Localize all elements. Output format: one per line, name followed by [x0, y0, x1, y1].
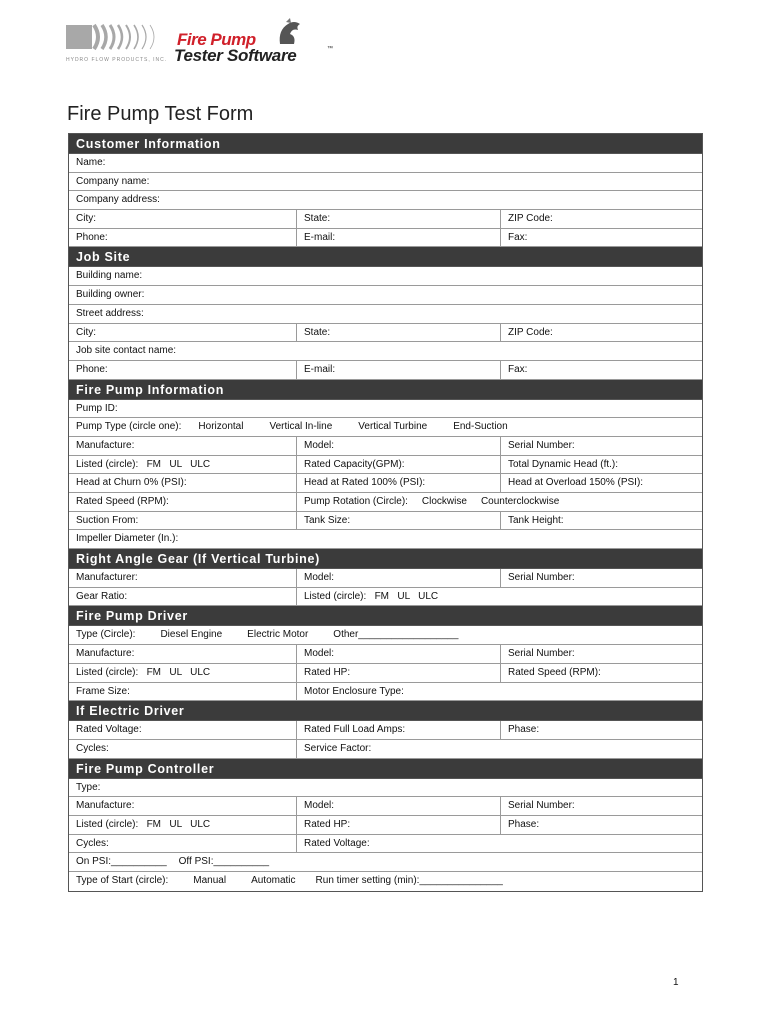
form-row [69, 474, 702, 493]
off-psi-field[interactable]: Off PSI:__________ [178, 856, 270, 868]
pump-rotation-label: Pump Rotation (Circle): [304, 496, 408, 507]
pump-serial-field[interactable]: Serial Number: [508, 439, 575, 451]
company-address-field[interactable]: Company address: [76, 194, 160, 206]
section-header-fire-pump: Fire Pump Information [69, 380, 702, 400]
driver-rated-speed-field[interactable]: Rated Speed (RPM): [508, 666, 601, 678]
driver-manufacture-field[interactable]: Manufacture: [69, 645, 297, 663]
section-header-gear: Right Angle Gear (If Vertical Turbine) [69, 549, 702, 569]
logo-line-1: Fire Pump [177, 30, 256, 49]
electric-phase-field[interactable]: Phase: [508, 724, 540, 736]
driver-type-label: Type (Circle): [76, 629, 136, 641]
hydro-flow-logo [66, 22, 166, 66]
full-load-amps-field[interactable]: Rated Full Load Amps: [297, 721, 501, 739]
page-number: 1 [673, 977, 679, 988]
form-row [69, 740, 702, 759]
rotation-option-clockwise[interactable]: Clockwise [421, 496, 467, 507]
form-row [69, 664, 702, 683]
pump-rotation-field [297, 493, 702, 511]
form-row [69, 872, 702, 891]
controller-cycles-field[interactable]: Cycles: [69, 835, 297, 853]
driver-model-field[interactable]: Model: [297, 645, 501, 663]
total-dynamic-head-field[interactable]: Total Dynamic Head (ft.): [508, 458, 619, 470]
job-contact-field[interactable]: Job site contact name: [76, 345, 177, 357]
head-overload-field[interactable]: Head at Overload 150% (PSI): [508, 477, 644, 489]
tank-height-field[interactable]: Tank Height: [508, 514, 564, 526]
head-rated-field[interactable]: Head at Rated 100% (PSI): [297, 474, 501, 492]
form-row [69, 569, 702, 588]
job-state-field[interactable]: State: [297, 324, 501, 342]
form-row [69, 342, 702, 361]
rated-voltage-field[interactable]: Rated Voltage: [69, 721, 297, 739]
dragon-icon [276, 18, 302, 48]
pump-type-option-horizontal[interactable]: Horizontal [198, 421, 244, 433]
form-row [69, 191, 702, 210]
trademark: ™ [327, 46, 333, 52]
street-address-field[interactable]: Street address: [76, 307, 144, 319]
test-form [68, 133, 703, 892]
form-row [69, 267, 702, 286]
start-type-field [69, 872, 702, 891]
pump-type-option-vertical-turbine[interactable]: Vertical Turbine [358, 421, 428, 433]
tank-size-field[interactable]: Tank Size: [297, 512, 501, 530]
state-field[interactable]: State: [297, 210, 501, 228]
form-row [69, 305, 702, 324]
start-type-label: Type of Start (circle): [76, 875, 169, 886]
city-field[interactable]: City: [69, 210, 297, 228]
driver-option-diesel[interactable]: Diesel Engine [160, 629, 223, 641]
pump-model-field[interactable]: Model: [297, 437, 501, 455]
run-timer-field[interactable]: Run timer setting (min):_______________ [315, 875, 503, 886]
section-header-job-site: Job Site [69, 247, 702, 267]
controller-serial-field[interactable]: Serial Number: [508, 800, 575, 812]
driver-option-electric[interactable]: Electric Motor [247, 629, 309, 641]
controller-listed-field[interactable]: Listed (circle): FM UL ULC [69, 816, 297, 834]
form-row [69, 816, 702, 835]
section-header-customer: Customer Information [69, 134, 702, 154]
name-field[interactable]: Name: [76, 157, 106, 168]
head-churn-field[interactable]: Head at Churn 0% (PSI): [69, 474, 297, 492]
form-row [69, 835, 702, 854]
electric-cycles-field[interactable]: Cycles: [69, 740, 297, 758]
rated-capacity-field[interactable]: Rated Capacity(GPM): [297, 456, 501, 474]
driver-serial-field[interactable]: Serial Number: [508, 648, 575, 660]
job-zip-field[interactable]: ZIP Code: [508, 326, 553, 338]
form-row [69, 154, 702, 173]
form-row [69, 588, 702, 607]
form-row [69, 493, 702, 512]
job-phone-field[interactable]: Phone: [69, 361, 297, 379]
building-owner-field[interactable]: Building owner: [76, 289, 145, 301]
gear-listed-field[interactable]: Listed (circle): FM UL ULC [304, 590, 439, 602]
pump-listed-field[interactable]: Listed (circle): FM UL ULC [69, 456, 297, 474]
form-row [69, 779, 702, 798]
section-header-driver: Fire Pump Driver [69, 606, 702, 626]
suction-from-field[interactable]: Suction From: [69, 512, 297, 530]
company-name: HYDRO FLOW PRODUCTS, INC. [66, 57, 168, 63]
zip-field[interactable]: ZIP Code: [508, 213, 553, 225]
rotation-option-counterclockwise[interactable]: Counterclockwise [480, 496, 560, 507]
start-option-automatic[interactable]: Automatic [251, 875, 296, 886]
controller-rated-voltage-field[interactable]: Rated Voltage: [304, 837, 370, 849]
gear-ratio-field[interactable]: Gear Ratio: [69, 588, 297, 606]
job-email-field[interactable]: E-mail: [297, 361, 501, 379]
form-row [69, 530, 702, 549]
fax-field[interactable]: Fax: [508, 231, 528, 243]
form-row [69, 229, 702, 248]
email-field[interactable]: E-mail: [297, 229, 501, 247]
form-row [69, 210, 702, 229]
form-row [69, 721, 702, 740]
pump-type-field [69, 418, 702, 436]
controller-type-field[interactable]: Type: [76, 781, 101, 793]
start-option-manual[interactable]: Manual [193, 875, 227, 886]
controller-phase-field[interactable]: Phase: [508, 818, 540, 830]
form-row [69, 400, 702, 419]
controller-manufacture-field[interactable]: Manufacture: [69, 797, 297, 815]
psi-settings-field [69, 853, 702, 871]
pump-type-label: Pump Type (circle one): [76, 421, 182, 433]
form-row [69, 324, 702, 343]
service-factor-field[interactable]: Service Factor: [304, 742, 372, 754]
section-header-electric: If Electric Driver [69, 701, 702, 721]
phone-field[interactable]: Phone: [69, 229, 297, 247]
form-row [69, 645, 702, 664]
frame-size-field[interactable]: Frame Size: [69, 683, 297, 701]
driver-rated-hp-field[interactable]: Rated HP: [297, 664, 501, 682]
form-row [69, 853, 702, 872]
pump-type-option-end-suction[interactable]: End-Suction [453, 421, 508, 433]
motor-enclosure-field[interactable]: Motor Enclosure Type: [304, 685, 404, 697]
driver-type-field [69, 626, 702, 644]
form-row [69, 797, 702, 816]
form-row [69, 173, 702, 192]
form-row [69, 286, 702, 305]
hydro-flow-waves-icon [66, 22, 158, 52]
pump-rated-speed-field[interactable]: Rated Speed (RPM): [69, 493, 297, 511]
company-name-field[interactable]: Company name: [76, 175, 150, 187]
pump-id-field[interactable]: Pump ID: [76, 402, 118, 414]
impeller-diameter-field[interactable]: Impeller Diameter (In.): [76, 533, 179, 545]
driver-listed-field[interactable]: Listed (circle): FM UL ULC [69, 664, 297, 682]
controller-model-field[interactable]: Model: [297, 797, 501, 815]
form-row [69, 512, 702, 531]
building-name-field[interactable]: Building name: [76, 270, 143, 282]
section-header-controller: Fire Pump Controller [69, 759, 702, 779]
fire-pump-tester-logo [174, 18, 339, 66]
pump-type-option-vertical-inline[interactable]: Vertical In-line [269, 421, 333, 433]
gear-manufacturer-field[interactable]: Manufacturer: [69, 569, 297, 587]
job-city-field[interactable]: City: [69, 324, 297, 342]
job-fax-field[interactable]: Fax: [508, 363, 528, 375]
form-row [69, 683, 702, 702]
form-row [69, 456, 702, 475]
form-row [69, 437, 702, 456]
controller-rated-hp-field[interactable]: Rated HP: [297, 816, 501, 834]
gear-serial-field[interactable]: Serial Number: [508, 572, 575, 584]
pump-manufacture-field[interactable]: Manufacture: [69, 437, 297, 455]
form-row [69, 626, 702, 645]
page-title: Fire Pump Test Form [67, 103, 254, 125]
driver-option-other[interactable]: Other__________________ [333, 629, 459, 641]
form-row [69, 361, 702, 380]
gear-model-field[interactable]: Model: [297, 569, 501, 587]
form-row [69, 418, 702, 437]
on-psi-field[interactable]: On PSI:__________ [76, 856, 167, 868]
logo-line-2: Tester Software [174, 46, 297, 65]
